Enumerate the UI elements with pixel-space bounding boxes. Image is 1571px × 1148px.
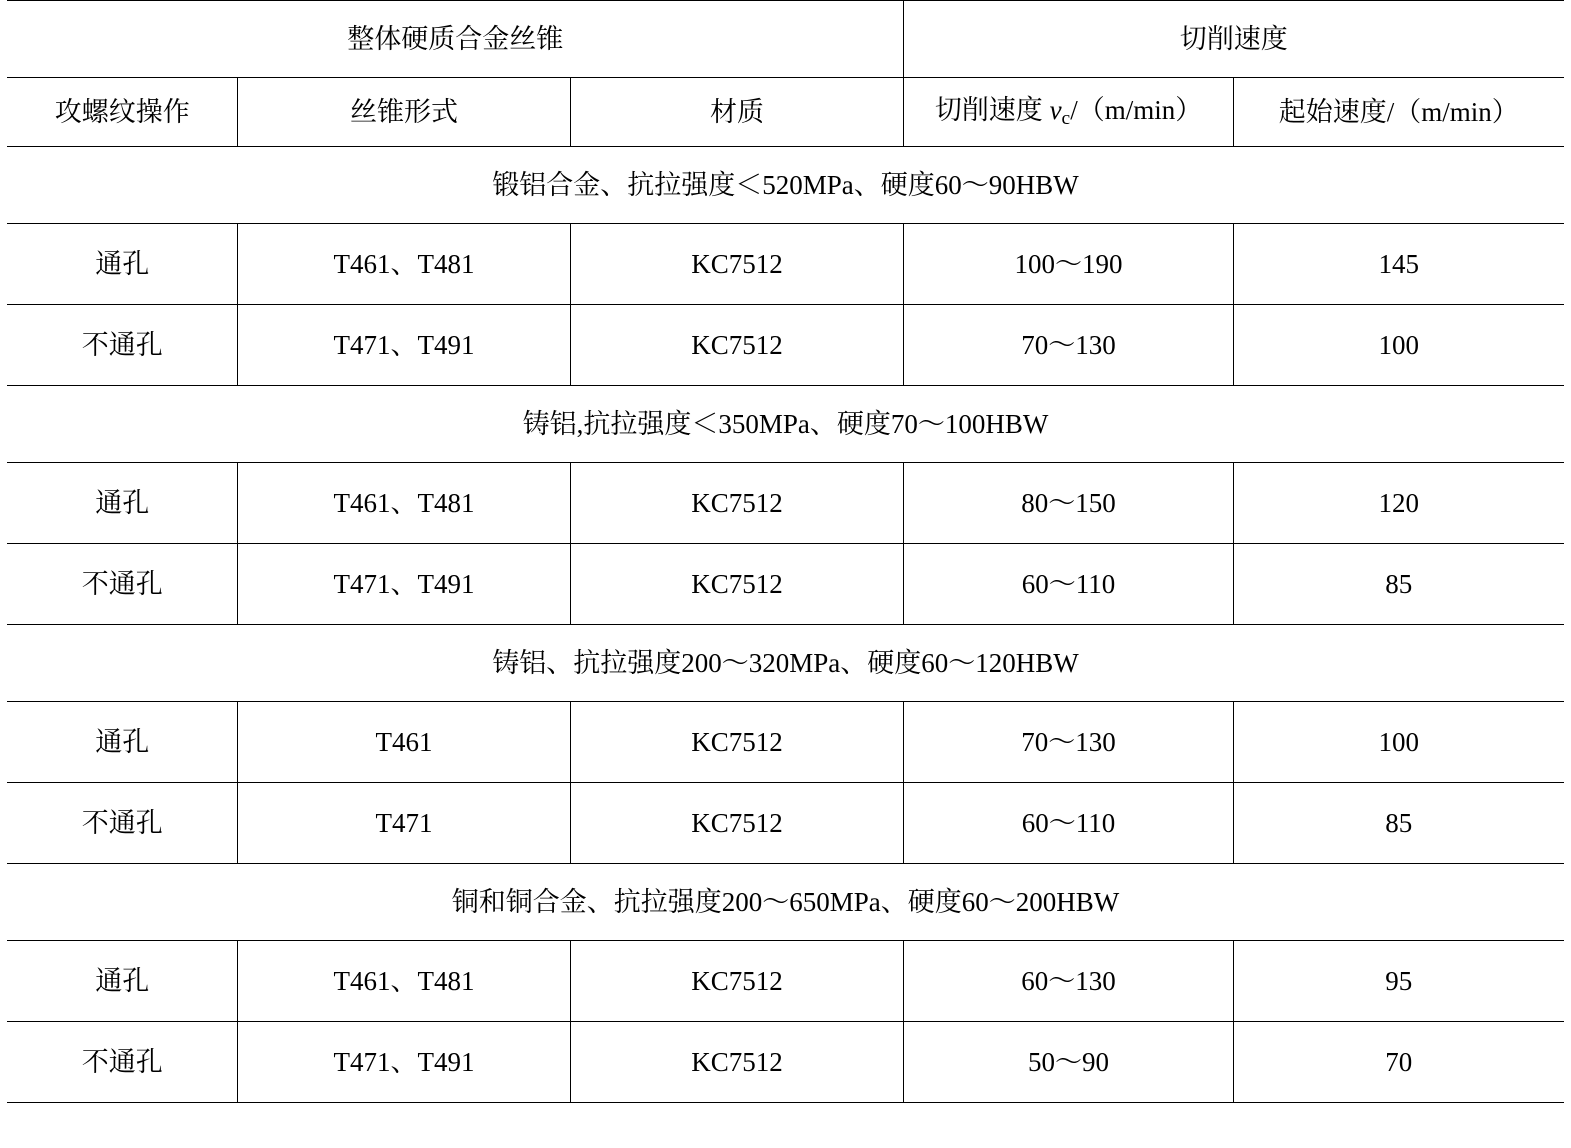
header-cutting-speed-prefix: 切削速度 [934, 94, 1050, 125]
cell-material: KC7512 [570, 544, 903, 625]
cell-start-speed: 70 [1234, 1022, 1564, 1103]
table-row [7, 702, 1563, 783]
cell-operation: 不通孔 [7, 305, 237, 386]
header-cutting-speed-symbol: $v_c$ [1049, 94, 1071, 129]
group-title: 锻铝合金、抗拉强度＜520MPa、硬度60～90HBW [7, 147, 1563, 224]
cell-speed: 60～110 [904, 544, 1234, 625]
header-tap-form: 丝锥形式 [237, 78, 570, 147]
cell-tap-form: T471、T491 [237, 544, 570, 625]
cell-operation: 通孔 [7, 463, 237, 544]
cell-start-speed: 100 [1234, 305, 1564, 386]
cell-operation: 通孔 [7, 941, 237, 1022]
cell-material: KC7512 [570, 305, 903, 386]
cell-speed: 80～150 [904, 463, 1234, 544]
cell-start-speed: 100 [1234, 702, 1564, 783]
cell-material: KC7512 [570, 1022, 903, 1103]
cell-start-speed: 95 [1234, 941, 1564, 1022]
cutting-speed-table [7, 0, 1563, 1103]
group-title: 铜和铜合金、抗拉强度200～650MPa、硬度60～200HBW [7, 864, 1563, 941]
cell-tap-form: T461 [237, 702, 570, 783]
table-row [7, 305, 1563, 386]
cell-start-speed: 85 [1234, 544, 1564, 625]
group-title-row [7, 864, 1563, 941]
table-header-sub-row [7, 78, 1563, 147]
cell-material: KC7512 [570, 702, 903, 783]
cell-material: KC7512 [570, 224, 903, 305]
cell-operation: 不通孔 [7, 1022, 237, 1103]
cell-tap-form: T471、T491 [237, 305, 570, 386]
cell-start-speed: 85 [1234, 783, 1564, 864]
header-cutting-speed-unit: /（m/min） [1070, 94, 1203, 125]
header-start-speed: 起始速度/（m/min） [1234, 78, 1564, 147]
table-header-top-row [7, 1, 1563, 78]
cell-tap-form: T461、T481 [237, 463, 570, 544]
cell-speed: 70～130 [904, 305, 1234, 386]
cell-start-speed: 145 [1234, 224, 1564, 305]
cell-speed: 60～110 [904, 783, 1234, 864]
cell-tap-form: T471 [237, 783, 570, 864]
group-title-row [7, 625, 1563, 702]
group-title: 铸铝、抗拉强度200～320MPa、硬度60～120HBW [7, 625, 1563, 702]
cell-operation: 不通孔 [7, 783, 237, 864]
table-row [7, 941, 1563, 1022]
group-title-row [7, 147, 1563, 224]
cell-operation: 不通孔 [7, 544, 237, 625]
cell-speed: 60～130 [904, 941, 1234, 1022]
cell-operation: 通孔 [7, 224, 237, 305]
cell-tap-form: T461、T481 [237, 224, 570, 305]
table-row [7, 463, 1563, 544]
header-operation: 攻螺纹操作 [7, 78, 237, 147]
group-title-row [7, 386, 1563, 463]
cell-speed: 100～190 [904, 224, 1234, 305]
cell-material: KC7512 [570, 463, 903, 544]
cell-material: KC7512 [570, 783, 903, 864]
header-material: 材质 [570, 78, 903, 147]
cell-start-speed: 120 [1234, 463, 1564, 544]
table-row [7, 783, 1563, 864]
cell-tap-form: T461、T481 [237, 941, 570, 1022]
header-group-tap: 整体硬质合金丝锥 [7, 1, 903, 78]
group-title: 铸铝,抗拉强度＜350MPa、硬度70～100HBW [7, 386, 1563, 463]
table-row [7, 1022, 1563, 1103]
cell-operation: 通孔 [7, 702, 237, 783]
table-row [7, 224, 1563, 305]
cell-tap-form: T471、T491 [237, 1022, 570, 1103]
header-group-speed: 切削速度 [904, 1, 1564, 78]
cell-speed: 70～130 [904, 702, 1234, 783]
cell-material: KC7512 [570, 941, 903, 1022]
table-row [7, 544, 1563, 625]
cell-speed: 50～90 [904, 1022, 1234, 1103]
header-cutting-speed [904, 78, 1234, 147]
